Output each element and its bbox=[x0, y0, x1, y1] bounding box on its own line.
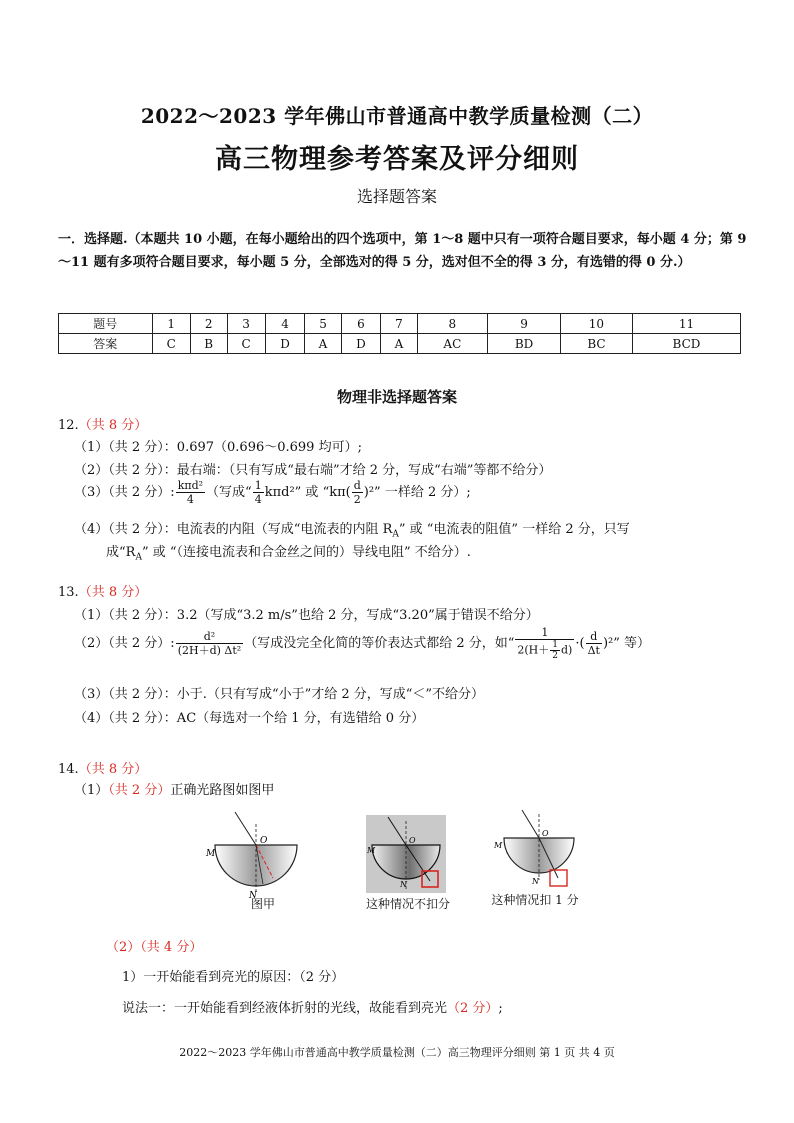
denominator: 4 bbox=[186, 493, 194, 506]
table-cell: 2 bbox=[190, 314, 227, 334]
table-cell: 8 bbox=[417, 314, 488, 334]
denominator: 4 bbox=[254, 493, 262, 506]
document-title: 2022～2023 学年佛山市普通高中教学质量检测（二） bbox=[140, 104, 654, 128]
table-cell: D bbox=[341, 334, 381, 354]
text-segment: )²” 等） bbox=[602, 636, 650, 651]
numerator: d bbox=[353, 479, 361, 492]
figure-caption: 这种情况不扣分 bbox=[365, 897, 450, 911]
subscript: A bbox=[392, 529, 399, 540]
text-segment: （写成没完全化简的等价表达式都给 2 分，如“ bbox=[244, 636, 515, 651]
table-cell: BC bbox=[560, 334, 632, 354]
denominator: 2 bbox=[353, 493, 361, 506]
text-segment: kπd²” 或 “kπ( bbox=[264, 485, 351, 500]
numerator: d bbox=[586, 630, 602, 644]
denominator: Δt bbox=[587, 644, 600, 657]
text-segment: ” 或 “电流表的阻值” 一样给 2 分，只写 bbox=[398, 522, 630, 537]
numerator: 1 bbox=[254, 479, 262, 492]
text-segment: ·( bbox=[575, 636, 585, 651]
label-o: O bbox=[409, 836, 416, 845]
table-cell: 7 bbox=[381, 314, 417, 334]
table-cell: C bbox=[152, 334, 190, 354]
table-cell: B bbox=[190, 334, 227, 354]
question-number: 14. bbox=[58, 762, 79, 777]
table-cell: 11 bbox=[632, 314, 740, 334]
question-number: 12. bbox=[58, 418, 79, 433]
text-segment: ” 或 “（连接电流表和合金丝之间的）导线电阻” 不给分）. bbox=[141, 545, 471, 560]
q12-part2: （2）（共 2 分）：最右端：（只有写成“最右端”才给 2 分，写成“右端”等都不给分） bbox=[74, 463, 552, 478]
label-m: M bbox=[206, 849, 216, 859]
table-cell: A bbox=[381, 334, 417, 354]
q13-part1: （1）（共 2 分）：3.2（写成“3.2 m/s”也给 2 分，写成“3.20”属于错误不给分） bbox=[74, 608, 539, 623]
table-cell: BD bbox=[488, 334, 561, 354]
denominator: 2 bbox=[552, 651, 558, 661]
q12-part3 bbox=[74, 479, 471, 506]
text-segment: 成“R bbox=[106, 545, 136, 560]
question-score: （共 8 分） bbox=[78, 762, 148, 777]
text-segment: )²” 一样给 2 分）; bbox=[363, 485, 471, 500]
row-label: 答案 bbox=[59, 334, 153, 354]
table-cell: 9 bbox=[488, 314, 561, 334]
part-score: （2 分） bbox=[447, 1001, 499, 1016]
figure-deduct-one bbox=[492, 808, 582, 890]
numerator: d² bbox=[176, 630, 244, 644]
table-cell: BCD bbox=[632, 334, 740, 354]
q12-part4-line1 bbox=[74, 518, 630, 540]
denominator: (2H＋d) Δt² bbox=[177, 644, 242, 657]
figure-caption: 图甲 bbox=[250, 897, 275, 911]
q12-part4-line2 bbox=[106, 541, 471, 563]
choice-instructions: 一．选择题.（本题共 10 小题，在每小题给出的四个选项中，第 1～8 题中只有一项符合题目要求，每小题 4 分；第 9～11 题有多项符合题目要求，每小题 5 分，全部选对的得 5 分，选对但不全的得 3 分，有选错的得 0 分.） bbox=[58, 232, 747, 270]
q12-heading bbox=[58, 414, 147, 433]
text-segment: 2(H＋ bbox=[517, 643, 550, 657]
q13-part2 bbox=[74, 626, 650, 661]
q12-part1: （1）（共 2 分）：0.697（0.696～0.699 均可）; bbox=[74, 440, 362, 455]
q13-part3: （3）（共 2 分）：小于.（只有写成“小于”才给 2 分，写成“＜”不给分） bbox=[74, 687, 485, 702]
formula-fraction bbox=[176, 630, 244, 657]
q14-part2-line2 bbox=[122, 997, 503, 1016]
label-n: N bbox=[400, 880, 407, 889]
q13-part4: （4）（共 2 分）：AC（每选对一个给 1 分，有选错给 0 分） bbox=[74, 711, 425, 726]
q14-part2-heading bbox=[106, 936, 202, 955]
part-score: （共 4 分） bbox=[140, 940, 203, 955]
table-cell: 5 bbox=[305, 314, 341, 334]
text-segment: （写成“ bbox=[206, 485, 252, 500]
q13-heading bbox=[58, 581, 147, 600]
q14-part2-line1: 1）一开始能看到亮光的原因：（2 分） bbox=[122, 970, 345, 985]
label-n: N bbox=[249, 891, 257, 900]
question-score: （共 8 分） bbox=[78, 585, 148, 600]
text-segment: ; bbox=[498, 1001, 503, 1016]
part-label: （3）（共 2 分）: bbox=[74, 485, 175, 500]
text-segment: 正确光路图如图甲 bbox=[170, 783, 275, 798]
part-label: （2） bbox=[106, 940, 141, 955]
table-cell: 6 bbox=[341, 314, 381, 334]
label-o: O bbox=[542, 829, 549, 838]
figure-correct-path bbox=[205, 810, 305, 900]
section-heading-choice: 选择题答案 bbox=[356, 187, 437, 206]
q14-heading bbox=[58, 758, 147, 777]
formula-fraction bbox=[352, 479, 363, 506]
label-o: O bbox=[260, 836, 268, 846]
question-score: （共 8 分） bbox=[78, 418, 148, 433]
part-label: （2）（共 2 分）: bbox=[74, 636, 175, 651]
formula-fraction bbox=[550, 640, 560, 661]
figure-no-deduction bbox=[366, 815, 446, 893]
denominator bbox=[515, 640, 574, 661]
text-segment: （4）（共 2 分）：电流表的内阻（写成“电流表的内阻 R bbox=[74, 522, 393, 537]
question-number: 13. bbox=[58, 585, 79, 600]
formula-fraction bbox=[515, 626, 574, 661]
table-cell: A bbox=[305, 334, 341, 354]
label-m: M bbox=[367, 846, 376, 855]
table-cell: D bbox=[265, 334, 305, 354]
answer-table bbox=[58, 313, 741, 354]
section-heading-nonchoice: 物理非选择题答案 bbox=[336, 388, 457, 406]
table-cell: C bbox=[227, 334, 265, 354]
formula-fraction bbox=[176, 479, 205, 506]
table-cell: 3 bbox=[227, 314, 265, 334]
part-score: （共 2 分） bbox=[108, 783, 171, 798]
table-cell: 1 bbox=[152, 314, 190, 334]
formula-fraction bbox=[253, 479, 264, 506]
row-label: 题号 bbox=[59, 314, 153, 334]
text-segment: 说法一：一开始能看到经液体折射的光线，故能看到亮光 bbox=[122, 1001, 448, 1016]
table-cell: 4 bbox=[265, 314, 305, 334]
page-footer: 2022～2023 学年佛山市普通高中教学质量检测（二）高三物理评分细则 第 1 页 共 4 页 bbox=[179, 1046, 615, 1059]
table-cell: 10 bbox=[560, 314, 632, 334]
formula-fraction bbox=[586, 630, 602, 657]
label-m: M bbox=[494, 841, 503, 850]
numerator: 1 bbox=[515, 626, 574, 640]
subscript: A bbox=[135, 552, 142, 563]
figure-caption: 这种情况扣 1 分 bbox=[491, 893, 579, 907]
table-row-numbers bbox=[59, 314, 741, 334]
numerator: 1 bbox=[552, 640, 558, 650]
label-n: N bbox=[532, 877, 539, 886]
part-label: （1） bbox=[74, 783, 109, 798]
q14-part1 bbox=[74, 779, 274, 798]
table-cell: AC bbox=[417, 334, 488, 354]
text-segment: d) bbox=[561, 643, 573, 657]
table-row-answers bbox=[59, 334, 741, 354]
document-subtitle: 高三物理参考答案及评分细则 bbox=[215, 144, 579, 175]
numerator: kπd² bbox=[177, 479, 204, 492]
